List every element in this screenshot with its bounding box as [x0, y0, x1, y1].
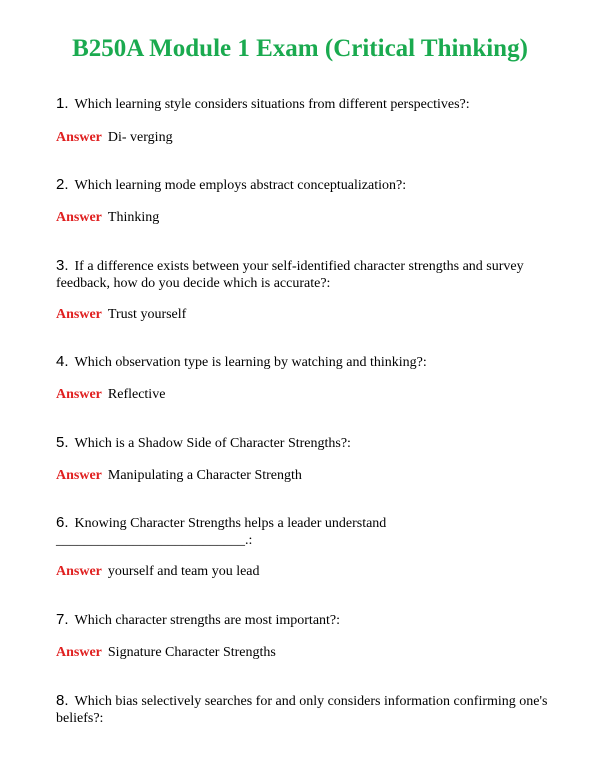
answer-text: Trust yourself: [107, 307, 187, 322]
answer-label: Answer: [56, 130, 102, 145]
question-text: Which character strengths are most important?:: [74, 613, 341, 628]
answer-5: [56, 467, 550, 484]
question-number: 4.: [56, 353, 69, 370]
question-7: [56, 611, 550, 629]
question-text: Which observation type is learning by watching and thinking?:: [74, 355, 427, 370]
answer-3: [56, 306, 550, 323]
answer-label: Answer: [56, 645, 102, 660]
question-text: Which learning mode employs abstract conceptualization?:: [74, 178, 407, 193]
answer-text: Thinking: [107, 210, 160, 225]
answer-label: Answer: [56, 210, 102, 225]
question-3: [56, 257, 550, 292]
answer-text: Manipulating a Character Strength: [107, 468, 302, 483]
answer-text: Signature Character Strengths: [107, 645, 276, 660]
answer-7: [56, 644, 550, 661]
question-5: [56, 434, 550, 452]
question-8: [56, 692, 550, 727]
question-number: 3.: [56, 257, 69, 274]
answer-4: [56, 386, 550, 403]
answer-1: [56, 129, 550, 146]
answer-text: yourself and team you lead: [107, 564, 260, 579]
question-6: [56, 514, 550, 549]
answer-label: Answer: [56, 307, 102, 322]
question-text: Which learning style considers situations from different perspectives?:: [74, 97, 470, 112]
question-number: 5.: [56, 434, 69, 451]
question-text: Which bias selectively searches for and only considers information confirming one's beliefs?:: [56, 694, 548, 726]
question-text: If a difference exists between your self-identified character strengths and survey feedback, how do you decide which is accurate?:: [56, 259, 524, 291]
question-text: Which is a Shadow Side of Character Strengths?:: [74, 436, 351, 451]
question-2: [56, 176, 550, 194]
answer-label: Answer: [56, 468, 102, 483]
answer-text: Reflective: [107, 387, 166, 402]
question-text: Knowing Character Strengths helps a leader understand ___________________________.:: [56, 516, 387, 548]
question-number: 2.: [56, 176, 69, 193]
question-1: [56, 95, 550, 113]
question-number: 1.: [56, 95, 69, 112]
question-number: 6.: [56, 514, 69, 531]
answer-label: Answer: [56, 564, 102, 579]
question-number: 7.: [56, 611, 69, 628]
answer-text: Di- verging: [107, 130, 173, 145]
page-title: B250A Module 1 Exam (Critical Thinking): [72, 35, 528, 62]
question-number: 8.: [56, 692, 69, 709]
answer-6: [56, 563, 550, 580]
answer-label: Answer: [56, 387, 102, 402]
answer-2: [56, 209, 550, 226]
question-4: [56, 353, 550, 371]
